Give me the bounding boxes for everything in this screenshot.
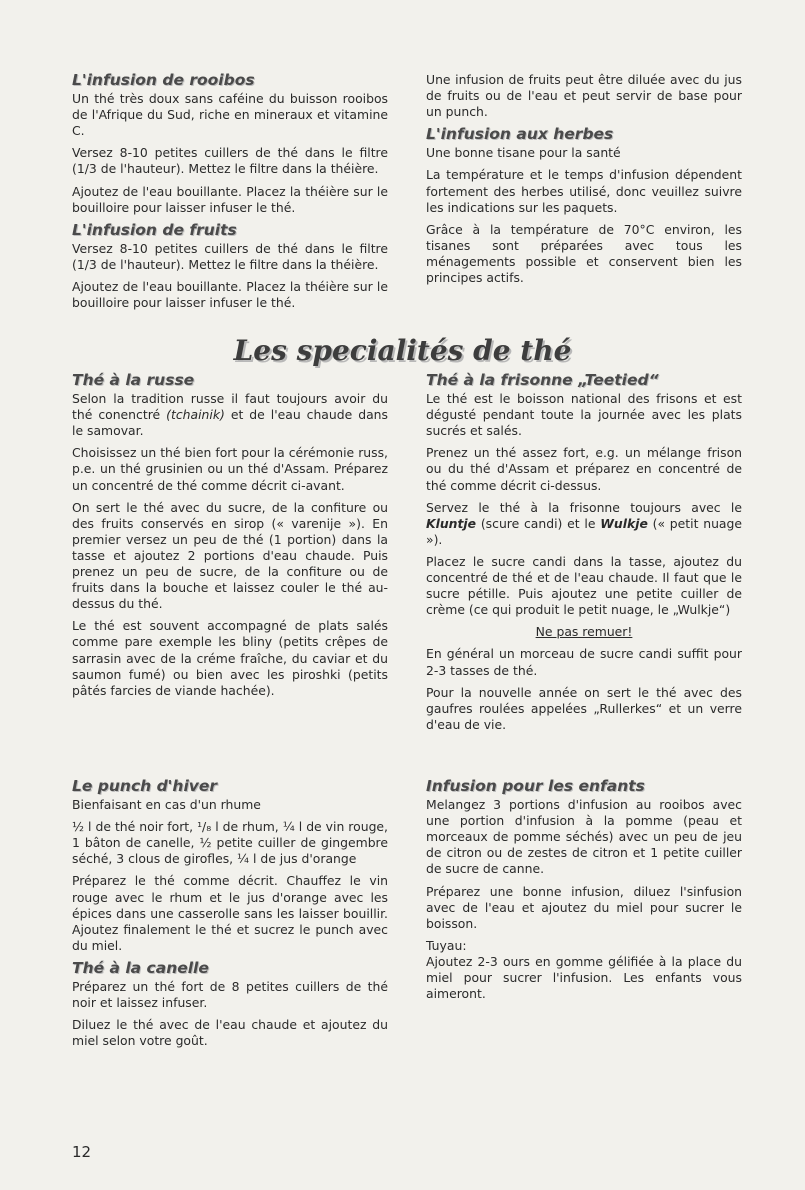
frisonne-text-2: (scure candi) et le bbox=[476, 515, 601, 531]
fruits-heading: L'infusion de fruits bbox=[72, 220, 237, 239]
enfants-heading: Infusion pour les enfants bbox=[426, 777, 645, 795]
herbes-intro: Une bonne tisane pour la santé bbox=[426, 145, 621, 161]
punch-heading: Le punch d'hiver bbox=[72, 777, 218, 795]
canelle-step-1: Préparez un thé fort de 8 petites cuillers de thé noir et laissez infuser. bbox=[72, 979, 388, 1011]
page-number: 12 bbox=[72, 1143, 92, 1161]
enfants-paragraph-1: Melangez 3 portions d'infusion au rooibos avec une portion d'infusion à la pomme (peau et morceaux de pomme séchés) avec un peu de jeu de citron ou de zestes de citron et 1 petite cuiller de sucre de canne. bbox=[426, 797, 742, 877]
frisonne-paragraph-2: Prenez un thé assez fort, e.g. un mélange frison ou du thé d'Assam et préparez en concentré de thé comme décrit ci-dessus. bbox=[426, 445, 742, 493]
frisonne-paragraph-6: Pour la nouvelle année on sert le thé avec des gaufres roulées appelées „Rullerkes“ et un verre d'eau de vie. bbox=[426, 684, 742, 732]
russe-paragraph-3: On sert le thé avec du sucre, de la confiture ou des fruits conservés en sirop (« varenije »). En premier versez un peu de thé (1 portion) dans la tasse et ajoutez 2 portions d'eau chaude. Puis prenez un peu de sucre, de la confiture ou de fruits dans la bouche et laissez couler le thé au-dessus du thé. bbox=[72, 499, 388, 612]
punch-intro: Bienfaisant en cas d'un rhume bbox=[72, 797, 261, 813]
punch-ingredients: ½ l de thé noir fort, ¹/₈ l de rhum, ¼ l de vin rouge, 1 bâton de canelle, ½ petite cuiller de gingembre séché, 3 clous de girofles, ¼ l de jus d'orange bbox=[72, 819, 388, 867]
russe-paragraph-1 bbox=[72, 391, 388, 439]
enfants-paragraph-2: Préparez une bonne infusion, diluez l'sinfusion avec de l'eau et ajoutez du miel pour sucrer le boisson. bbox=[426, 883, 742, 931]
frisonne-notice-line bbox=[426, 624, 742, 640]
herbes-step-2: Grâce à la température de 70°C environ, les tisanes sont préparées avec tous les ménagements possible et conservent bien les principes actifs. bbox=[426, 221, 742, 286]
fruits-step-1: Versez 8-10 petites cuillers de thé dans le filtre (1/3 de l'hauteur). Mettez le filtre dans la théière. bbox=[72, 240, 388, 272]
column-top-left bbox=[72, 72, 388, 317]
rooibos-description: Un thé très doux sans caféine du buisson rooibos de l'Afrique du Sud, riche en mineraux et vitamine C. bbox=[72, 91, 388, 139]
enfants-tip: Ajoutez 2-3 ours en gomme gélifiée à la place du miel pour sucrer l'infusion. Les enfants vous aimeront. bbox=[426, 953, 742, 1002]
frisonne-paragraph-4: Placez le sucre candi dans la tasse, ajoutez du concentré de thé et de l'eau chaude. Il faut que le sucre pétille. Puis ajoutez une petite cuiller de crème (ce qui produit le petit nuage, le „Wulkje“) bbox=[426, 553, 742, 618]
russe-paragraph-2: Choisissez un thé bien fort pour la cérémonie russ, p.e. un thé grusinien ou un thé d'Assam. Préparez un concentré de thé comme décrit ci-avant. bbox=[72, 445, 388, 493]
frisonne-text-3: (« petit nuage »). bbox=[426, 515, 743, 547]
frisonne-paragraph-3 bbox=[426, 500, 742, 548]
column-middle-left bbox=[72, 372, 388, 705]
russe-paragraph-4: Le thé est souvent accompagné de plats salés comme pare exemple les bliny (petits crêpes de sarrasin avec de la créme fraîche, du caviar et du saumon fumé) ou bien avec les piroshki (petits pâtés farcies de viande hachée). bbox=[72, 618, 388, 698]
punch-instructions: Préparez le thé comme décrit. Chauffez le vin rouge avec le rhum et le jus d'orange avec les épices dans une casserolle sans les laisser bouillir. Ajoutez finalement le thé et sucrez le punch avec du miel. bbox=[72, 873, 388, 953]
rooibos-step-2: Ajoutez de l'eau bouillante. Placez la théière sur le bouilloire pour laisser infuser le thé. bbox=[72, 183, 388, 215]
canelle-step-2: Diluez le thé avec de l'eau chaude et ajoutez du miel selon votre goût. bbox=[72, 1017, 388, 1049]
frisonne-paragraph-1: Le thé est le boisson national des frisons et est dégusté pendant toute la journée avec les plats sucrés et salés. bbox=[426, 391, 742, 439]
russe-heading: Thé à la russe bbox=[72, 371, 195, 389]
column-middle-right bbox=[426, 372, 742, 739]
rooibos-step-1: Versez 8-10 petites cuillers de thé dans le filtre (1/3 de l'hauteur). Mettez le filtre dans la théière. bbox=[72, 145, 388, 177]
kluntje-term: Kluntje bbox=[426, 515, 477, 531]
herbes-heading: L'infusion aux herbes bbox=[426, 125, 614, 144]
frisonne-text-1: Servez le thé à la frisonne toujours avec le bbox=[426, 499, 742, 515]
column-bottom-right bbox=[426, 778, 742, 1008]
frisonne-paragraph-5: En général un morceau de sucre candi suffit pour 2-3 tasses de thé. bbox=[426, 646, 742, 678]
russe-text-2: et de l'eau chaude dans le samovar. bbox=[72, 407, 388, 439]
page-title: Les specialités de thé bbox=[233, 334, 572, 367]
herbes-step-1: La température et le temps d'infusion dépendent fortement des herbes utilisé, donc veuillez suivre les indications sur les paquets. bbox=[426, 167, 742, 215]
frisonne-notice: Ne pas remuer! bbox=[535, 624, 633, 640]
column-bottom-left bbox=[72, 778, 388, 1055]
rooibos-heading: L'infusion de rooibos bbox=[72, 71, 255, 89]
wulkje-term: Wulkje bbox=[600, 515, 648, 531]
russe-tchainik: (tchainik) bbox=[166, 407, 225, 423]
column-top-right bbox=[426, 72, 742, 292]
frisonne-heading: Thé à la frisonne „Teetied“ bbox=[426, 371, 659, 389]
canelle-heading: Thé à la canelle bbox=[72, 958, 209, 977]
fruits-step-2: Ajoutez de l'eau bouillante. Placez la théière sur le bouilloire pour laisser infuser le thé. bbox=[72, 279, 388, 311]
enfants-tip-label: Tuyau: bbox=[426, 937, 467, 953]
fruits-note: Une infusion de fruits peut être diluée avec du jus de fruits ou de l'eau et peut servir de base pour un punch. bbox=[426, 72, 742, 120]
russe-text-1: Selon la tradition russe il faut toujours avoir du thé conenctré bbox=[72, 391, 388, 423]
